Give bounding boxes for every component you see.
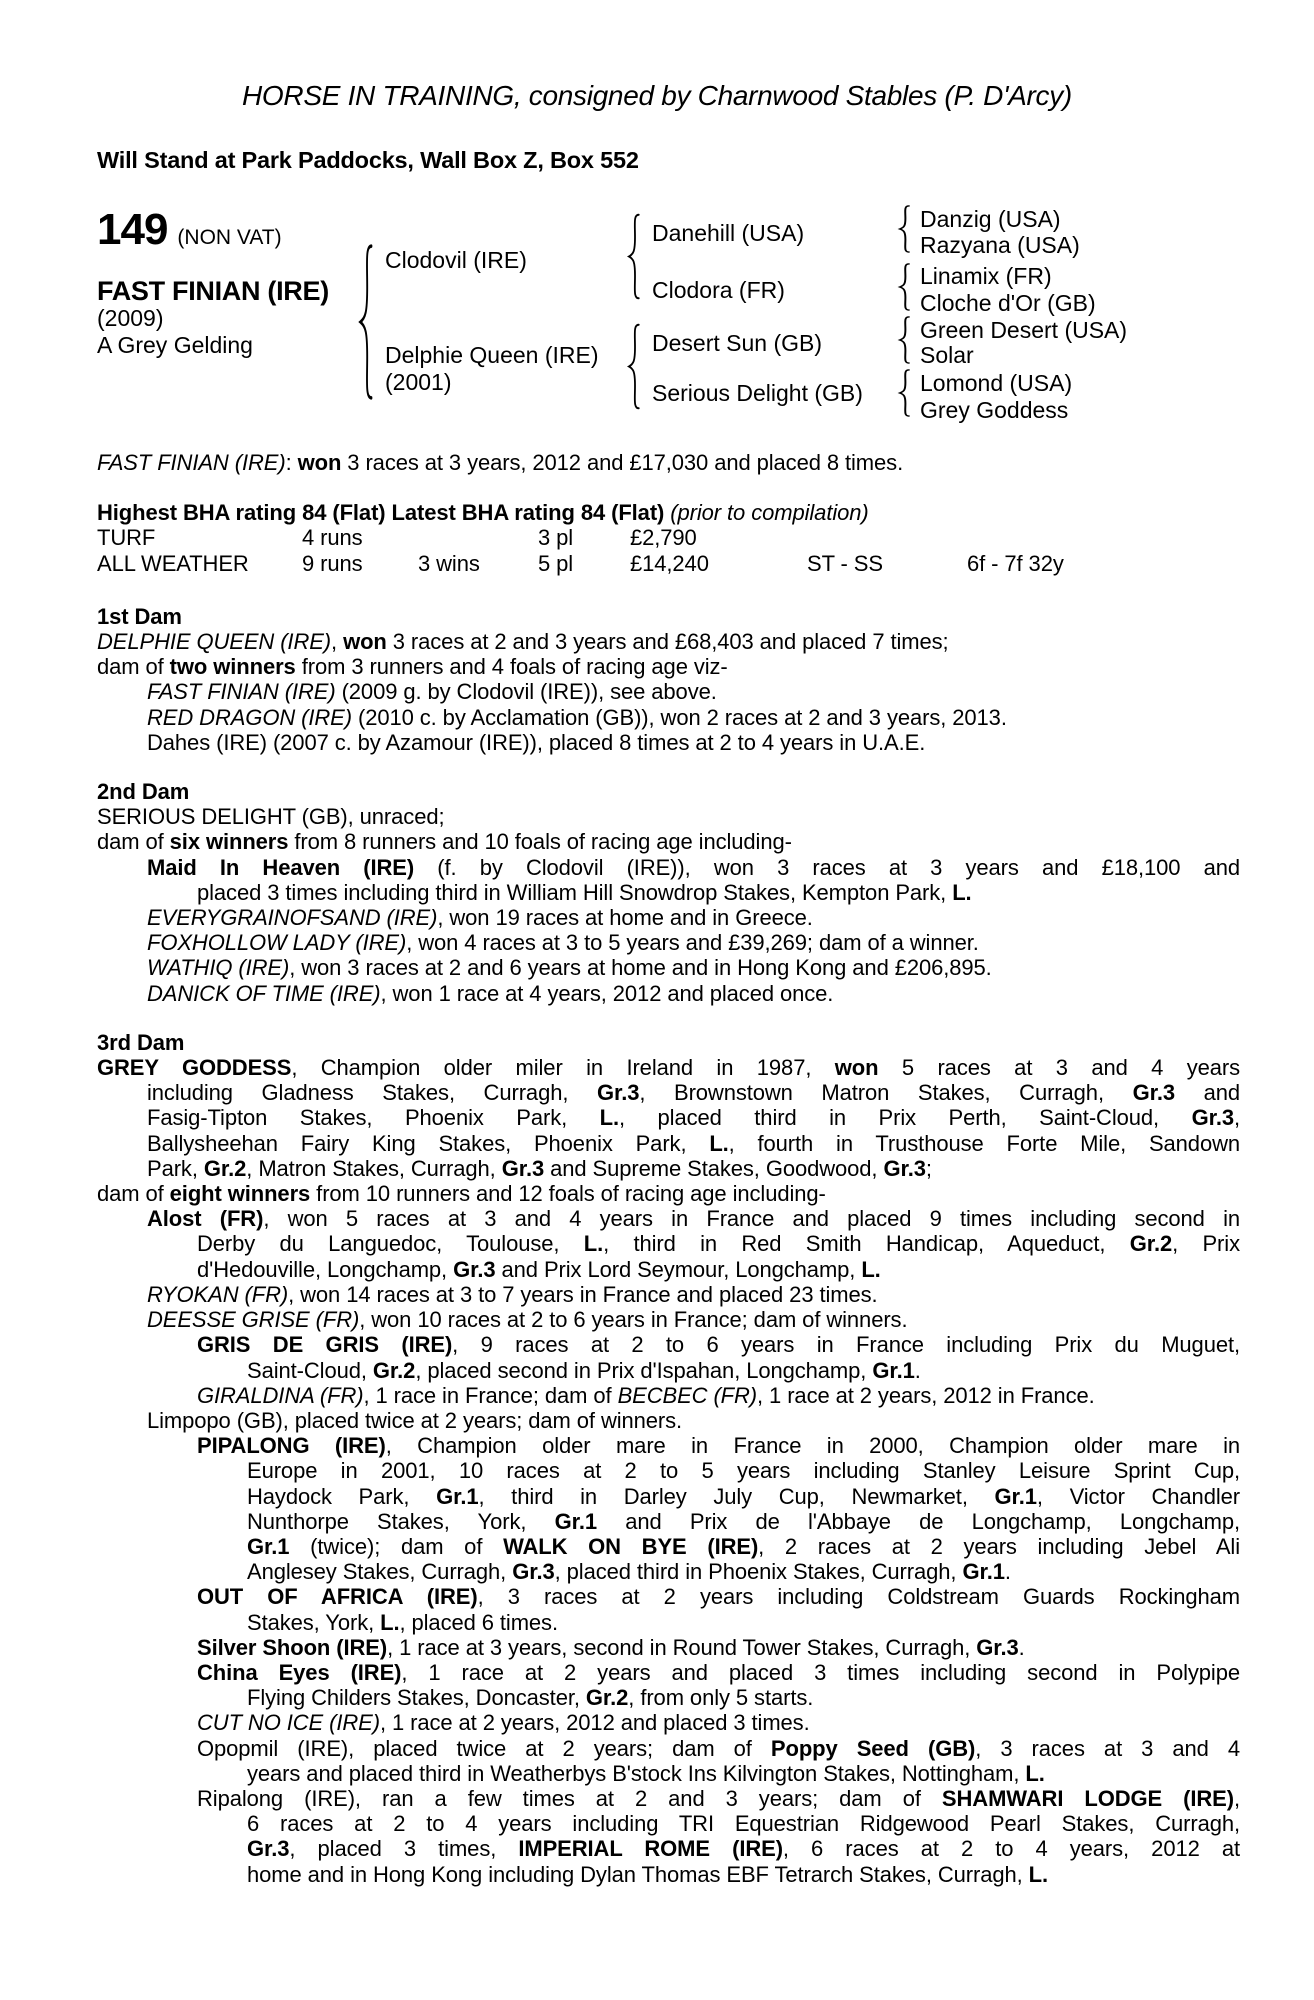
text-segment: 5 races at 3 and 4 years — [878, 1055, 1241, 1081]
text-segment: Highest BHA rating 84 (Flat) Latest BHA rating 84 (Flat) — [97, 500, 671, 526]
text-line — [147, 1156, 1240, 1181]
race-record-cell: £14,240 — [630, 550, 709, 576]
text-segment: , Victor Chandler — [1036, 1483, 1240, 1509]
text-segment: from 10 runners and 12 foals of racing age including- — [310, 1181, 826, 1207]
text-segment: , 9 races at 2 to 6 years in France including Prix du Muguet, — [452, 1332, 1240, 1358]
text-line — [247, 1685, 1240, 1710]
text-segment: Gr.2 — [203, 1155, 247, 1181]
text-segment: SHAMWARI LODGE (IRE) — [941, 1785, 1234, 1811]
race-record-cell: TURF — [97, 525, 156, 551]
text-segment: Europe in 2001, 10 races at 2 to 5 years including Stanley Leisure Sprint Cup, — [247, 1458, 1240, 1484]
pedigree-gen3-entry: Linamix (FR) — [920, 263, 1052, 289]
pedigree-table — [97, 205, 1240, 450]
text-segment: Maid In Heaven (IRE) — [147, 854, 415, 880]
text-line — [197, 1332, 1240, 1357]
text-segment: including Gladness Stakes, Curragh, — [147, 1080, 597, 1106]
pedigree-brace-gen3 — [897, 205, 911, 253]
text-segment: , 1 race at 2 years, 2012 in France. — [757, 1382, 1095, 1408]
text-segment: placed 3 times including third in William Hill Snowdrop Stakes, Kempton Park, — [197, 879, 953, 905]
text-segment: GIRALDINA (FR) — [197, 1382, 364, 1408]
pedigree-dam: Delphie Queen (IRE) — [385, 342, 599, 368]
pedigree-paragraph — [97, 804, 1240, 829]
pedigree-paragraph — [97, 1736, 1240, 1786]
text-segment: Gr.2 — [585, 1685, 629, 1711]
text-segment: 3 races at 3 years, 2012 and £17,030 and placed 8 times. — [341, 450, 904, 475]
pedigree-paragraph — [97, 955, 1240, 980]
text-segment: L. — [599, 1105, 620, 1131]
text-segment: Fasig-Tipton Stakes, Phoenix Park, — [147, 1105, 600, 1131]
pedigree-gen3-entry: Solar — [920, 342, 974, 368]
text-segment: , placed second in Prix d'Ispahan, Longchamp, — [415, 1357, 873, 1383]
dam-heading: 1st Dam — [97, 603, 182, 629]
text-segment: , Prix — [1172, 1231, 1240, 1257]
text-segment: Gr.2 — [372, 1357, 416, 1383]
pedigree-paragraph — [97, 981, 1240, 1006]
pedigree-brace-gen1 — [357, 243, 374, 401]
horse-description: A Grey Gelding — [97, 332, 253, 358]
text-segment: Gr.1 — [994, 1483, 1037, 1509]
dam-section — [97, 779, 1240, 1006]
text-segment: Silver Shoon (IRE) — [197, 1634, 388, 1660]
text-line — [147, 705, 1240, 730]
text-line — [197, 1383, 1240, 1408]
text-segment: two winners — [169, 654, 296, 680]
text-segment: from 3 runners and 4 foals of racing age viz- — [295, 654, 728, 680]
text-segment: and — [1174, 1080, 1240, 1106]
text-segment: and Prix Lord Seymour, Longchamp, — [495, 1256, 862, 1282]
pedigree-paragraph — [97, 1786, 1240, 1887]
text-segment: , placed 3 times, — [289, 1836, 519, 1862]
text-line — [247, 1458, 1240, 1483]
pedigree-dam-year: (2001) — [385, 369, 452, 395]
catalogue-body — [97, 450, 1240, 1887]
pedigree-brace-dam — [626, 323, 641, 410]
pedigree-gen3-entry: Grey Goddess — [920, 397, 1069, 423]
text-segment: , third in Red Smith Handicap, Aqueduct, — [603, 1231, 1130, 1257]
text-segment: dam of — [97, 654, 170, 680]
text-segment: Park, — [147, 1155, 204, 1181]
text-segment: Saint-Cloud, — [247, 1357, 373, 1383]
pedigree-paragraph — [97, 730, 1240, 755]
pedigree-paragraph — [97, 1181, 1240, 1206]
text-segment: , fourth in Trusthouse Forte Mile, Sandown — [728, 1130, 1241, 1156]
text-segment: GRIS DE GRIS (IRE) — [197, 1332, 453, 1358]
text-segment: Opopmil (IRE), placed twice at 2 years; dam of — [197, 1735, 771, 1761]
text-segment: ; — [925, 1155, 932, 1181]
pedigree-dam-sire: Desert Sun (GB) — [652, 330, 822, 356]
text-segment: FOXHOLLOW LADY (IRE) — [147, 930, 407, 956]
text-segment: from 8 runners and 10 foals of racing age including- — [288, 829, 792, 855]
race-record-cell: 3 wins — [418, 550, 480, 576]
text-line — [247, 1836, 1240, 1861]
pedigree-sire: Clodovil (IRE) — [385, 247, 527, 273]
pedigree-paragraph — [97, 629, 1240, 654]
text-segment: L. — [709, 1130, 729, 1156]
text-segment: L. — [861, 1256, 881, 1282]
text-segment: WALK ON BYE (IRE) — [503, 1533, 759, 1559]
race-record-cell: 4 runs — [302, 525, 363, 551]
text-segment: Limpopo (GB), placed twice at 2 years; dam of winners. — [147, 1407, 683, 1433]
dam-section — [97, 604, 1240, 755]
lot-header — [97, 205, 282, 255]
vat-note: (NON VAT) — [177, 226, 282, 249]
text-segment: , Brownstown Matron Stakes, Curragh, — [639, 1080, 1133, 1106]
text-segment: Gr.1 — [872, 1357, 915, 1383]
text-line — [147, 730, 1240, 755]
text-segment: , 1 race in France; dam of — [363, 1382, 618, 1408]
text-segment: BECBEC (FR) — [617, 1382, 758, 1408]
pedigree-brace-gen3 — [897, 369, 911, 417]
text-segment: , — [1233, 1785, 1240, 1811]
text-segment: . — [1004, 1559, 1011, 1585]
pedigree-brace-gen3 — [897, 316, 911, 364]
text-line — [197, 1257, 1240, 1282]
pedigree-paragraph — [97, 1055, 1240, 1181]
text-segment: , Matron Stakes, Curragh, — [246, 1155, 502, 1181]
pedigree-paragraph — [97, 654, 1240, 679]
text-segment: , — [1233, 1105, 1240, 1131]
text-line — [197, 1231, 1240, 1256]
text-segment: , — [331, 629, 344, 655]
text-segment: (2009 g. by Clodovil (IRE)), see above. — [335, 679, 717, 705]
text-segment: Poppy Seed (GB) — [770, 1735, 976, 1761]
text-segment: , 3 races at 3 and 4 — [975, 1735, 1241, 1761]
text-line — [147, 1080, 1240, 1105]
pedigree-gen3-entry: Green Desert (USA) — [920, 317, 1128, 343]
text-segment: : — [285, 450, 298, 475]
pedigree-paragraph — [97, 1383, 1240, 1408]
race-summary-line — [97, 450, 1240, 475]
race-record-cell: ST - SS — [807, 550, 883, 576]
race-record-cell: 9 runs — [302, 550, 363, 576]
text-segment: RED DRAGON (IRE) — [147, 704, 352, 730]
text-line — [197, 880, 1240, 905]
text-segment: . — [1018, 1634, 1025, 1660]
pedigree-gen3-entry: Lomond (USA) — [920, 370, 1073, 396]
text-line — [147, 955, 1240, 980]
race-record-cell: 6f - 7f 32y — [967, 550, 1064, 576]
text-segment: EVERYGRAINOFSAND (IRE) — [147, 905, 438, 931]
text-line — [247, 1484, 1240, 1509]
text-segment: SERIOUS DELIGHT (GB), unraced; — [97, 804, 445, 830]
race-record-cell: £2,790 — [630, 525, 697, 551]
text-segment: (prior to compilation) — [670, 500, 869, 526]
pedigree-paragraph — [97, 829, 1240, 854]
horse-name: FAST FINIAN (IRE) — [97, 276, 329, 306]
text-segment: L. — [380, 1609, 400, 1635]
text-line — [147, 905, 1240, 930]
text-segment: PIPALONG (IRE) — [197, 1433, 386, 1459]
pedigree-paragraph — [97, 905, 1240, 930]
text-segment: d'Hedouville, Longchamp, — [197, 1256, 454, 1282]
stand-location-line: Will Stand at Park Paddocks, Wall Box Z, Box 552 — [97, 147, 639, 173]
text-segment: , placed third in Prix Perth, Saint-Cloud, — [619, 1105, 1192, 1131]
text-line — [147, 1307, 1240, 1332]
text-segment: dam of — [97, 1181, 170, 1207]
text-segment: Alost (FR) — [147, 1206, 264, 1232]
text-segment: Ripalong (IRE), ran a few times at 2 and 3 years; dam of — [197, 1785, 942, 1811]
text-segment: L. — [1025, 1760, 1045, 1786]
pedigree-paragraph — [97, 1433, 1240, 1584]
text-segment: , won 10 races at 2 to 6 years in France; dam of winners. — [359, 1307, 908, 1333]
pedigree-paragraph — [97, 1660, 1240, 1710]
text-segment: CUT NO ICE (IRE) — [197, 1710, 380, 1736]
text-line — [247, 1358, 1240, 1383]
text-segment: GREY GODDESS — [97, 1055, 292, 1081]
text-segment: years and placed third in Weatherbys B'stock Ins Kilvington Stakes, Nottingham, — [247, 1760, 1026, 1786]
text-line — [147, 1105, 1240, 1130]
text-segment: Gr.3 — [596, 1080, 640, 1106]
foaling-year: (2009) — [97, 305, 164, 331]
text-line — [247, 1862, 1240, 1887]
text-line — [197, 1786, 1240, 1811]
text-segment: L. — [952, 879, 972, 905]
text-segment: Gr.2 — [1129, 1231, 1173, 1257]
text-segment: and Prix de l'Abbaye de Longchamp, Longchamp, — [597, 1508, 1240, 1534]
text-line — [147, 981, 1240, 1006]
pedigree-gen3-entry: Razyana (USA) — [920, 232, 1080, 258]
text-line — [97, 829, 1240, 854]
pedigree-dam-dam: Serious Delight (GB) — [652, 380, 863, 406]
text-segment: , 2 races at 2 years including Jebel Ali — [758, 1533, 1240, 1559]
pedigree-gen3-entry: Danzig (USA) — [920, 206, 1061, 232]
text-segment: won — [297, 450, 342, 475]
text-segment: , won 5 races at 3 and 4 years in France and placed 9 times including second in — [263, 1206, 1240, 1232]
consignor-line: HORSE IN TRAINING, consigned by Charnwood Stables (P. D'Arcy) — [242, 80, 1072, 111]
pedigree-paragraph — [97, 1206, 1240, 1282]
text-segment: Nunthorpe Stakes, York, — [247, 1508, 555, 1534]
text-segment: FAST FINIAN (IRE) — [97, 450, 286, 475]
pedigree-sire-sire: Danehill (USA) — [652, 220, 805, 246]
text-segment: OUT OF AFRICA (IRE) — [197, 1584, 478, 1610]
race-record-cell — [807, 525, 967, 550]
text-segment: Derby du Languedoc, Toulouse, — [197, 1231, 584, 1257]
text-line — [97, 1055, 1240, 1080]
text-segment: , third in Darley July Cup, Newmarket, — [478, 1483, 995, 1509]
pedigree-brace-sire — [626, 213, 641, 300]
text-line — [197, 1660, 1240, 1685]
dam-sections — [97, 604, 1240, 1887]
text-segment: 3 races at 2 and 3 years and £68,403 and placed 7 times; — [386, 629, 949, 655]
pedigree-paragraph — [97, 705, 1240, 730]
text-line — [147, 679, 1240, 704]
text-segment: , won 3 races at 2 and 6 years at home and in Hong Kong and £206,895. — [289, 955, 992, 981]
text-line — [247, 1761, 1240, 1786]
pedigree-gen3-entry: Cloche d'Or (GB) — [920, 290, 1096, 316]
race-record-cell — [418, 525, 538, 550]
text-segment: eight winners — [169, 1181, 311, 1207]
pedigree-paragraph — [97, 855, 1240, 905]
text-segment: Stakes, York, — [247, 1609, 381, 1635]
pedigree-paragraph — [97, 1332, 1240, 1382]
text-segment: home and in Hong Kong including Dylan Thomas EBF Tetrarch Stakes, Curragh, — [247, 1861, 1029, 1887]
text-segment: dam of — [97, 829, 170, 855]
race-record-cell: 5 pl — [538, 550, 574, 576]
dam-heading: 3rd Dam — [97, 1029, 185, 1055]
text-segment: , placed 6 times. — [399, 1609, 558, 1635]
text-line — [97, 654, 1240, 679]
text-line — [197, 1635, 1240, 1660]
pedigree-paragraph — [97, 1282, 1240, 1307]
dam-heading: 2nd Dam — [97, 779, 190, 805]
text-segment: and Supreme Stakes, Goodwood, — [544, 1155, 884, 1181]
race-record-table — [97, 525, 1240, 575]
text-segment: . — [914, 1357, 921, 1383]
text-segment: WATHIQ (IRE) — [147, 955, 290, 981]
text-line — [247, 1534, 1240, 1559]
text-line — [197, 1736, 1240, 1761]
text-segment: Gr.3 — [1132, 1080, 1175, 1106]
text-segment: , won 4 races at 3 to 5 years and £39,269; dam of a winner. — [406, 930, 979, 956]
text-segment: Gr.1 — [554, 1508, 597, 1534]
text-segment: China Eyes (IRE) — [197, 1659, 402, 1685]
text-segment: , placed third in Phoenix Stakes, Curragh, — [554, 1559, 963, 1585]
text-line — [147, 930, 1240, 955]
text-segment: , won 14 races at 3 to 7 years in France and placed 23 times. — [288, 1281, 878, 1307]
text-segment: Gr.3 — [247, 1836, 290, 1862]
pedigree-paragraph — [97, 1307, 1240, 1332]
text-segment: , won 19 races at home and in Greece. — [437, 905, 813, 931]
race-record-cell — [967, 525, 1240, 550]
text-segment: six winners — [169, 829, 289, 855]
text-segment: , 1 race at 2 years, 2012 and placed 3 times. — [379, 1710, 810, 1736]
text-segment: won — [834, 1055, 879, 1081]
text-line — [247, 1610, 1240, 1635]
text-segment: , 3 races at 2 years including Coldstream Guards Rockingham — [477, 1584, 1240, 1610]
text-line — [147, 1408, 1240, 1433]
text-line — [97, 629, 1240, 654]
text-line — [97, 1181, 1240, 1206]
text-segment: (f. by Clodovil (IRE)), won 3 races at 3 years and £18,100 and — [414, 854, 1240, 880]
text-segment: Gr.3 — [501, 1155, 545, 1181]
text-segment: Anglesey Stakes, Curragh, — [247, 1559, 513, 1585]
text-segment: DANICK OF TIME (IRE) — [147, 980, 381, 1006]
text-line — [147, 855, 1240, 880]
text-line — [247, 1811, 1240, 1836]
text-segment: , from only 5 starts. — [628, 1685, 814, 1711]
text-segment: Gr.1 — [436, 1483, 479, 1509]
pedigree-brace-gen3 — [897, 263, 911, 311]
text-segment: , Champion older mare in France in 2000, Champion older mare in — [385, 1433, 1240, 1459]
text-segment: Gr.3 — [512, 1559, 555, 1585]
text-line — [197, 1710, 1240, 1735]
text-line — [147, 1131, 1240, 1156]
text-segment: Haydock Park, — [247, 1483, 437, 1509]
text-line — [147, 1206, 1240, 1231]
text-line — [247, 1559, 1240, 1584]
text-segment: L. — [583, 1231, 604, 1257]
text-segment: Gr.1 — [962, 1559, 1005, 1585]
text-line — [147, 1282, 1240, 1307]
text-segment: Gr.1 — [247, 1533, 290, 1559]
text-segment: DELPHIE QUEEN (IRE) — [97, 629, 332, 655]
text-segment: FAST FINIAN (IRE) — [147, 679, 336, 705]
text-segment: (twice); dam of — [289, 1533, 504, 1559]
text-line — [247, 1509, 1240, 1534]
pedigree-paragraph — [97, 1408, 1240, 1433]
pedigree-paragraph — [97, 679, 1240, 704]
text-segment: Gr.3 — [453, 1256, 496, 1282]
dam-section — [97, 1030, 1240, 1887]
pedigree-paragraph — [97, 930, 1240, 955]
text-line — [97, 804, 1240, 829]
text-segment: , won 1 race at 4 years, 2012 and placed once. — [380, 980, 834, 1006]
bha-rating-line — [97, 500, 1240, 525]
text-segment: Flying Childers Stakes, Doncaster, — [247, 1685, 586, 1711]
text-segment: IMPERIAL ROME (IRE) — [518, 1836, 783, 1862]
pedigree-sire-dam: Clodora (FR) — [652, 277, 785, 303]
text-segment: Gr.3 — [976, 1634, 1019, 1660]
text-line — [197, 1584, 1240, 1609]
race-record-cell: 3 pl — [538, 525, 574, 551]
race-record-cell: ALL WEATHER — [97, 550, 249, 576]
text-segment: Gr.3 — [1191, 1105, 1234, 1131]
pedigree-paragraph — [97, 1635, 1240, 1660]
text-line — [197, 1433, 1240, 1458]
text-segment: , 6 races at 2 to 4 years, 2012 at — [782, 1836, 1240, 1862]
text-segment: DEESSE GRISE (FR) — [147, 1307, 360, 1333]
text-segment: Gr.3 — [883, 1155, 926, 1181]
text-segment: 6 races at 2 to 4 years including TRI Equestrian Ridgewood Pearl Stakes, Curragh, — [247, 1811, 1240, 1837]
text-segment: Dahes (IRE) (2007 c. by Azamour (IRE)), placed 8 times at 2 to 4 years in U.A.E. — [147, 729, 926, 755]
text-segment: won — [343, 629, 387, 655]
text-segment: , Champion older miler in Ireland in 1987, — [291, 1055, 835, 1081]
pedigree-paragraph — [97, 1584, 1240, 1634]
text-segment: RYOKAN (FR) — [147, 1281, 289, 1307]
text-segment: Ballysheehan Fairy King Stakes, Phoenix Park, — [147, 1130, 710, 1156]
pedigree-paragraph — [97, 1710, 1240, 1735]
text-segment: , 1 race at 2 years and placed 3 times including second in Polypipe — [401, 1659, 1240, 1685]
text-segment: , 1 race at 3 years, second in Round Tower Stakes, Curragh, — [387, 1634, 977, 1660]
text-segment: (2010 c. by Acclamation (GB)), won 2 races at 2 and 3 years, 2013. — [351, 704, 1007, 730]
lot-number: 149 — [97, 205, 168, 254]
text-segment: L. — [1028, 1861, 1049, 1887]
